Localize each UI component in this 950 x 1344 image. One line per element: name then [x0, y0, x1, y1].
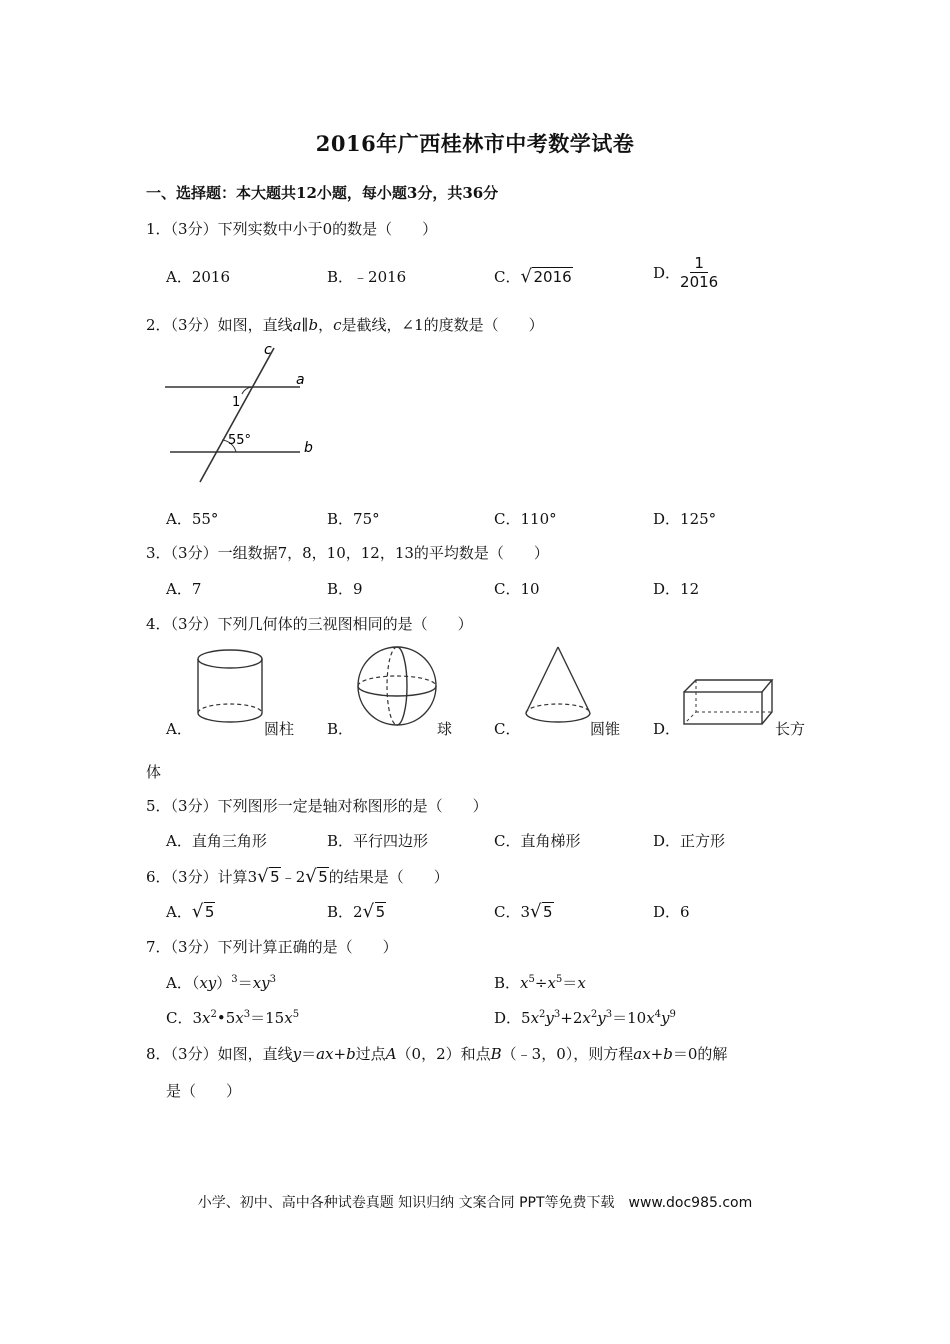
- q2-option-a: A．55°: [166, 510, 219, 528]
- q7-option-a: A．$(xy)^3=xy^3$: [166, 974, 276, 992]
- q1-option-c-label: C．: [494, 268, 521, 286]
- question-2-stem: [146, 314, 544, 335]
- fraction-numerator: 1: [690, 254, 708, 273]
- point-b: B: [490, 1045, 502, 1063]
- label-a: a: [296, 372, 305, 388]
- fraction-denominator: 2016: [680, 273, 719, 291]
- q6-option-b-radicand: 5: [375, 903, 386, 921]
- q3-option-d: D．12: [653, 580, 700, 598]
- cone-figure: [520, 643, 596, 729]
- q7-option-d: D．$5x^2y^3+2x^2y^3=10x^4y^9$: [494, 1009, 676, 1027]
- q2-stem-post: 是截线，∠1的度数是（ ）: [341, 316, 544, 334]
- q2-stem-pre: 2．（3分）如图，直线: [146, 316, 293, 334]
- q4-option-d-name-cont: 体: [146, 763, 162, 781]
- q8-point-b: （﹣3，0），则方程: [501, 1045, 634, 1063]
- q2-option-c: C．110°: [494, 510, 557, 528]
- var-b: b: [308, 316, 319, 334]
- q1-option-a: A．2016: [166, 268, 231, 286]
- point-a: A: [385, 1045, 397, 1063]
- q6-radicand-2: 5: [318, 868, 328, 886]
- expr-axb: ax+b: [316, 1045, 356, 1063]
- q6-option-d: D．6: [653, 903, 690, 921]
- question-1-stem: 1．（3分）下列实数中小于0的数是（ ）: [146, 220, 438, 238]
- question-3-stem: 3．（3分）一组数据7，8，10，12，13的平均数是（ ）: [146, 544, 549, 562]
- page-title: 2016年广西桂林市中考数学试卷: [315, 131, 635, 156]
- q1-option-c-radicand: 2016: [533, 268, 572, 286]
- label-angle-55: 55°: [228, 433, 252, 448]
- q8-mid: 过点: [355, 1045, 386, 1063]
- q6-minus: ﹣2: [280, 868, 306, 886]
- var-c: c: [333, 316, 342, 334]
- q4-option-a: A．: [166, 720, 192, 738]
- question-8-line2: 是（ ）: [166, 1082, 242, 1100]
- line-c: [200, 348, 274, 482]
- q4-option-d: D．: [653, 720, 681, 738]
- q6-option-a-radicand: 5: [204, 903, 215, 921]
- footer-text: 小学、初中、高中各种试卷真题 知识归纳 文案合同 PPT等免费下载 www.doc985.com: [197, 1195, 753, 1211]
- q5-option-c: C．直角梯形: [494, 832, 581, 850]
- q3-option-b: B．9: [327, 580, 363, 598]
- label-b: b: [304, 440, 313, 456]
- cylinder-figure: [192, 645, 268, 727]
- q5-option-b: B．平行四边形: [327, 832, 429, 850]
- question-7-stem: 7．（3分）下列计算正确的是（ ）: [146, 938, 398, 956]
- q1-option-c: [494, 266, 573, 287]
- q6-option-c-label: C．3: [494, 903, 531, 921]
- q4-option-b-name: 球: [437, 720, 453, 738]
- question-8-stem: [146, 1043, 727, 1064]
- q6-option-c-radicand: 5: [543, 903, 553, 921]
- fraction: [680, 254, 718, 291]
- q8-pre: 8．（3分）如图，直线: [146, 1045, 293, 1063]
- q4-option-a-name: 圆柱: [264, 720, 295, 738]
- sqrt-symbol: √ 5: [257, 866, 280, 887]
- label-angle-1: 1: [232, 395, 241, 410]
- q6-stem-post: 的结果是（ ）: [328, 868, 449, 886]
- question-5-stem: 5．（3分）下列图形一定是轴对称图形的是（ ）: [146, 797, 488, 815]
- parallel-symbol: ∥: [301, 316, 309, 334]
- q4-option-d-name: 长方: [775, 720, 806, 738]
- sqrt-symbol: √ 5: [530, 901, 553, 922]
- q2-option-b: B．75°: [327, 510, 380, 528]
- q6-option-a-label: A．: [166, 903, 192, 921]
- q2-comma: ，: [318, 316, 334, 334]
- sqrt-symbol: √ 5: [305, 866, 328, 887]
- cuboid-figure: [680, 676, 776, 728]
- sphere-figure: [354, 643, 440, 729]
- q4-option-c: C．: [494, 720, 521, 738]
- q1-option-b: B．﹣2016: [327, 268, 407, 286]
- q8-tail: ＝0的解: [672, 1045, 728, 1063]
- q6-option-a: [166, 901, 215, 922]
- q6-option-b: [327, 901, 386, 922]
- section-heading: 一、选择题：本大题共12小题，每小题3分，共36分: [146, 184, 499, 202]
- q4-option-c-name: 圆锥: [590, 720, 621, 738]
- q1-option-d: [653, 254, 718, 291]
- q5-option-a: A．直角三角形: [166, 832, 267, 850]
- sqrt-symbol: √ 2016: [520, 266, 572, 287]
- q6-radicand-1: 5: [270, 868, 280, 886]
- q6-stem-pre: 6．（3分）计算3: [146, 868, 258, 886]
- q2-option-d: D．125°: [653, 510, 717, 528]
- q6-option-c: [494, 901, 554, 922]
- sqrt-symbol: √ 5: [191, 901, 215, 922]
- q3-option-c: C．10: [494, 580, 540, 598]
- q7-option-c: C．$3x^2•5x^3=15x^5$: [166, 1009, 300, 1027]
- parallel-lines-figure: [160, 340, 330, 490]
- var-y: y: [292, 1045, 302, 1063]
- var-a: a: [292, 316, 302, 334]
- q7-option-b: B．$x^5\div x^5=x$: [494, 974, 586, 992]
- question-6-stem: [146, 866, 449, 887]
- question-4-stem: 4．（3分）下列几何体的三视图相同的是（ ）: [146, 615, 473, 633]
- q8-eq: ＝: [301, 1045, 317, 1063]
- q8-point-a: （0，2）和点: [396, 1045, 491, 1063]
- q4-option-b: B．: [327, 720, 354, 738]
- sqrt-symbol: √ 5: [362, 901, 386, 922]
- q3-option-a: A．7: [166, 580, 202, 598]
- q1-option-d-label: D．: [653, 264, 681, 282]
- q5-option-d: D．正方形: [653, 832, 726, 850]
- expr-axb-2: ax+b: [633, 1045, 673, 1063]
- label-c: c: [264, 342, 272, 358]
- q6-option-b-label: B．2: [327, 903, 363, 921]
